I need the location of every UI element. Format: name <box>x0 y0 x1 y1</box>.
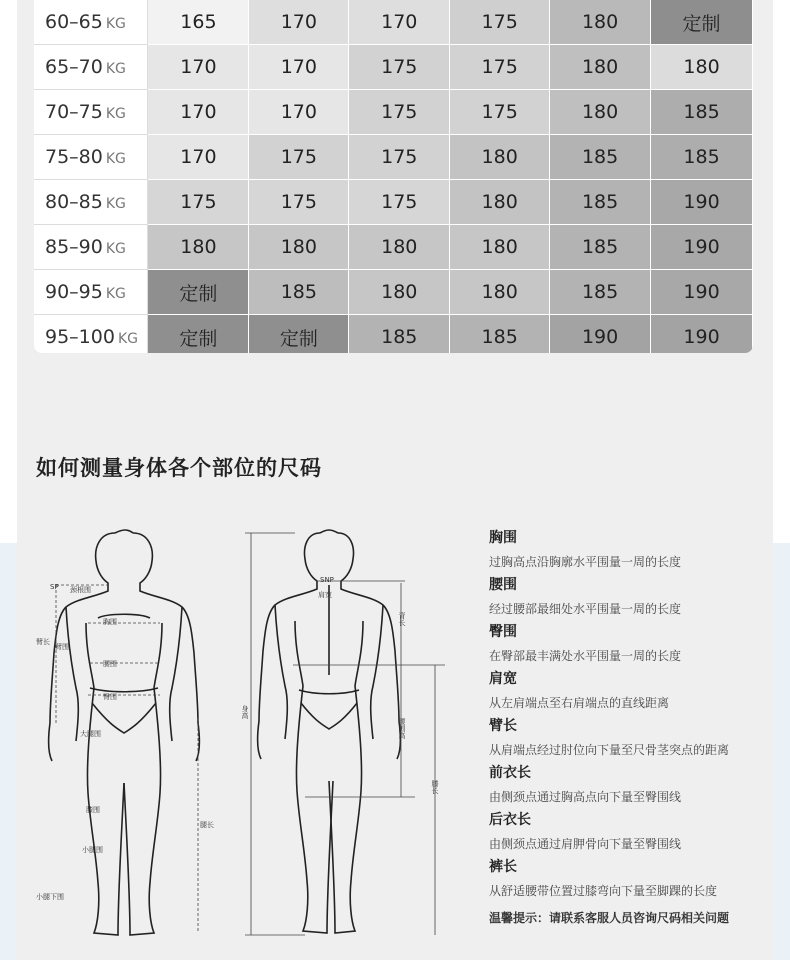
size-row <box>34 90 753 135</box>
label-ankle: 小腿下围 <box>36 893 64 901</box>
section-title: 如何测量身体各个部位的尺码 <box>36 456 322 480</box>
weight-range: 90–95 <box>45 281 103 303</box>
tip-text: 温馨提示：请联系客服人员咨询尺码相关问题 <box>489 911 730 925</box>
size-row <box>34 45 753 90</box>
size-table <box>34 0 753 353</box>
weight-range: 70–75 <box>45 101 103 123</box>
legend-term: 肩宽 <box>489 671 517 687</box>
label-inseam: 腿长 <box>200 821 214 829</box>
size-row <box>34 135 753 180</box>
legend-description: 从左肩端点至右肩端点的直线距离 <box>489 696 670 710</box>
size-cell: 180 <box>450 270 550 315</box>
label-thigh: 大腿围 <box>80 730 101 738</box>
weight-unit: KG <box>105 286 126 302</box>
label-shoulder: 肩宽 <box>318 591 332 599</box>
label-knee: 膝围 <box>86 806 100 814</box>
size-cell: 175 <box>450 90 550 135</box>
legend-description: 由侧颈点通过肩胛骨向下量至臀围线 <box>489 837 682 851</box>
legend-description: 过胸高点沿胸廓水平围量一周的长度 <box>489 555 682 569</box>
size-cell: 175 <box>148 180 249 225</box>
size-cell: 180 <box>550 45 651 90</box>
legend-description: 从舒适腰带位置过膝弯向下量至脚踝的长度 <box>489 884 718 898</box>
label-height: 身高 <box>241 705 249 719</box>
size-cell: 170 <box>249 45 349 90</box>
size-cell: 180 <box>550 90 651 135</box>
weight-cell <box>34 225 148 270</box>
size-row <box>34 270 753 315</box>
size-cell: 185 <box>550 180 651 225</box>
label-sp: SP <box>50 583 59 591</box>
weight-range: 60–65 <box>45 11 103 33</box>
weight-range: 85–90 <box>45 236 103 258</box>
back-body-figure <box>245 525 445 950</box>
size-cell: 190 <box>651 225 753 270</box>
size-table-wrapper <box>34 0 753 353</box>
label-back-length: 背长 <box>398 612 406 626</box>
size-cell: 180 <box>450 180 550 225</box>
legend-term: 后衣长 <box>489 812 531 828</box>
size-cell: 180 <box>651 45 753 90</box>
size-cell: 定制 <box>148 270 249 315</box>
size-cell: 185 <box>450 315 550 354</box>
legend-term: 腰围 <box>489 577 517 593</box>
legend-term: 臂长 <box>489 718 517 734</box>
size-cell: 180 <box>450 225 550 270</box>
size-row <box>34 180 753 225</box>
size-cell: 170 <box>148 90 249 135</box>
legend-description: 在臀部最丰满处水平围量一周的长度 <box>489 649 682 663</box>
size-cell: 190 <box>651 180 753 225</box>
size-cell: 185 <box>651 90 753 135</box>
legend-description: 从肩端点经过肘位向下量至尺骨茎突点的距离 <box>489 743 730 757</box>
size-cell: 185 <box>550 135 651 180</box>
legend-term: 前衣长 <box>489 765 531 781</box>
size-cell: 170 <box>349 0 450 45</box>
size-cell: 180 <box>550 0 651 45</box>
label-calf: 小腿围 <box>82 846 103 854</box>
size-cell: 175 <box>349 135 450 180</box>
size-cell: 170 <box>249 0 349 45</box>
weight-unit: KG <box>105 106 126 122</box>
size-row <box>34 0 753 45</box>
size-row <box>34 315 753 354</box>
measurement-legend <box>489 527 764 926</box>
size-cell: 185 <box>550 225 651 270</box>
size-cell: 165 <box>148 0 249 45</box>
label-snp: SNP <box>320 576 334 584</box>
label-waist: 腰围 <box>103 660 117 668</box>
size-cell: 定制 <box>651 0 753 45</box>
weight-range: 65–70 <box>45 56 103 78</box>
weight-unit: KG <box>105 241 126 257</box>
size-cell: 175 <box>349 180 450 225</box>
size-cell: 180 <box>349 225 450 270</box>
size-cell: 170 <box>148 45 249 90</box>
size-cell: 175 <box>249 135 349 180</box>
size-cell: 180 <box>249 225 349 270</box>
label-arm: 臂长 <box>36 638 50 646</box>
size-cell: 180 <box>148 225 249 270</box>
weight-unit: KG <box>105 61 126 77</box>
label-upperarm: 臂围 <box>55 643 69 651</box>
size-cell: 180 <box>349 270 450 315</box>
size-cell: 175 <box>450 45 550 90</box>
weight-cell <box>34 135 148 180</box>
weight-cell <box>34 45 148 90</box>
weight-unit: KG <box>105 151 126 167</box>
size-cell: 定制 <box>148 315 249 354</box>
label-knee-height: 膝长 <box>431 780 439 794</box>
weight-unit: KG <box>105 16 126 32</box>
size-cell: 185 <box>249 270 349 315</box>
weight-cell <box>34 315 148 354</box>
legend-description: 经过腰部最细处水平围量一周的长度 <box>489 602 682 616</box>
weight-cell <box>34 90 148 135</box>
legend-description: 由侧颈点通过胸高点向下量至臀围线 <box>489 790 682 804</box>
weight-cell <box>34 270 148 315</box>
size-cell: 175 <box>450 0 550 45</box>
weight-cell <box>34 180 148 225</box>
size-cell: 175 <box>349 45 450 90</box>
label-chest: 胸围 <box>103 618 117 626</box>
legend-term: 裤长 <box>489 859 517 875</box>
label-neck: 颈根围 <box>70 586 91 594</box>
legend-term: 胸围 <box>489 530 517 546</box>
weight-cell <box>34 0 148 45</box>
size-cell: 185 <box>550 270 651 315</box>
size-cell: 180 <box>450 135 550 180</box>
label-hip: 臀围 <box>103 693 117 701</box>
weight-range: 75–80 <box>45 146 103 168</box>
size-cell: 190 <box>651 270 753 315</box>
size-cell: 175 <box>349 90 450 135</box>
weight-unit: KG <box>105 196 126 212</box>
legend-term: 臀围 <box>489 624 517 640</box>
size-cell: 170 <box>249 90 349 135</box>
size-cell: 190 <box>651 315 753 354</box>
weight-range: 95–100 <box>45 326 115 348</box>
size-cell: 185 <box>349 315 450 354</box>
size-cell: 175 <box>249 180 349 225</box>
size-cell: 185 <box>651 135 753 180</box>
label-waist-height: 腰围高 <box>398 718 406 739</box>
size-cell: 170 <box>148 135 249 180</box>
weight-unit: KG <box>117 331 138 347</box>
size-row <box>34 225 753 270</box>
weight-range: 80–85 <box>45 191 103 213</box>
size-cell: 定制 <box>249 315 349 354</box>
size-cell: 190 <box>550 315 651 354</box>
